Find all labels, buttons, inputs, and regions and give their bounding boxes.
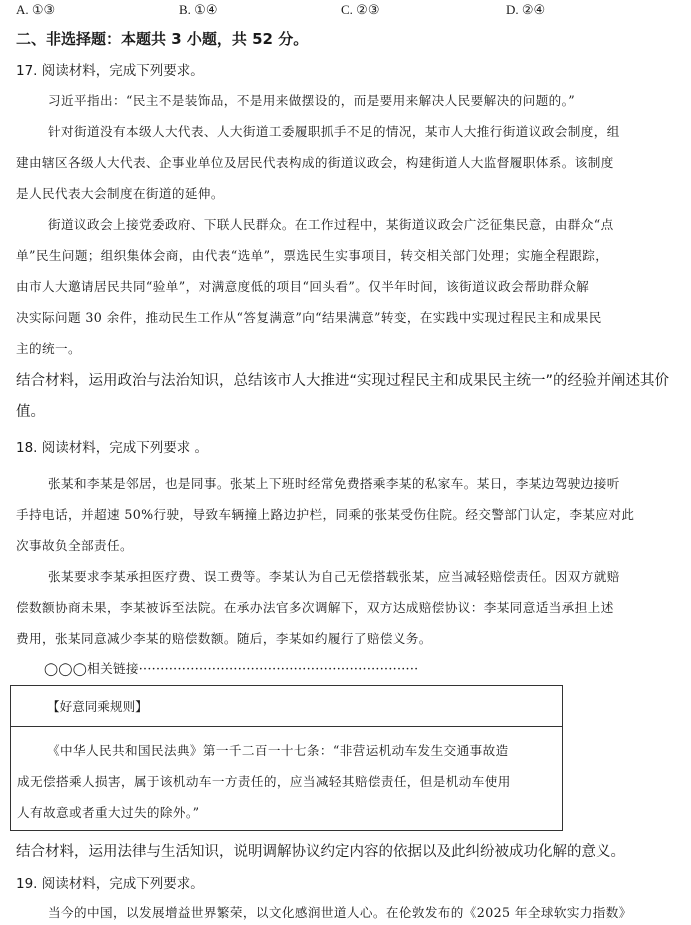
q17-line: 单”民生问题；组织集体会商，由代表“选单”，票选民生实事项目，转交相关部门处理；实施全程跟踪， (16, 248, 609, 263)
q17-line: 由市人大邀请居民共同“验单”，对满意度低的项目“回头看”。仅半年时间，该街道议政会帮助群众解 (16, 279, 590, 294)
q18-line: 张某和李某是邻居，也是同事。张某上下班时经常免费搭乘李某的私家车。某日，李某边驾驶边接听 (48, 476, 620, 491)
q17-line: 针对街道没有本级人大代表、人大街道工委履职抓手不足的情况，某市人大推行街道议政会制度，组 (48, 124, 620, 139)
q17-line: 决实际问题 30 余件，推动民生工作从“答复满意”向“结果满意”转变，在实践中实现过程民主和成果民 (16, 310, 602, 325)
q17-header: 17. 阅读材料，完成下列要求。 (16, 63, 204, 79)
option-c: C. ②③ (341, 2, 380, 17)
option-d: D. ②④ (506, 2, 546, 17)
q18-line: 费用，张某同意减少李某的赔偿数额。随后，李某如约履行了赔偿义务。 (16, 631, 432, 646)
q18-line: 手持电话，并超速 50%行驶，导致车辆撞上路边护栏，同乘的张某受伤住院。经交警部门认定，李某应对此 (16, 507, 635, 522)
rule-box-line: 成无偿搭乘人损害，属于该机动车一方责任的，应当减轻其赔偿责任，但是机动车使用 (17, 774, 511, 789)
q17-line: 主的统一。 (16, 341, 81, 356)
q18-header: 18. 阅读材料，完成下列要求 。 (16, 440, 209, 456)
rule-box-title: 【好意同乘规则】 (47, 699, 148, 714)
q19-line: 当今的中国，以发展增益世界繁荣，以文化感润世道人心。在伦敦发布的《2025 年全球软实力指数》 (48, 905, 632, 920)
q18-task: 结合材料，运用法律与生活知识，说明调解协议约定内容的依据以及此纠纷被成功化解的意义。 (16, 844, 625, 860)
section-heading: 二、非选择题：本题共 3 小题，共 52 分。 (16, 30, 309, 48)
option-b: B. ①④ (179, 2, 218, 17)
rule-box (10, 685, 563, 831)
q19-header: 19. 阅读材料，完成下列要求。 (16, 876, 204, 892)
option-a: A. ①③ (16, 2, 56, 17)
related-link-label: ◯◯◯相关链接································································· (44, 661, 419, 676)
q17-line: 建由辖区各级人大代表、企事业单位及居民代表构成的街道议政会，构建街道人大监督履职体系。该制度 (16, 155, 614, 170)
q18-line: 张某要求李某承担医疗费、误工费等。李某认为自己无偿搭载张某，应当减轻赔偿责任。因双方就赔 (48, 569, 620, 584)
q17-line: 习近平指出：“民主不是装饰品，不是用来做摆设的，而是要用来解决人民要解决的问题的。” (48, 93, 576, 108)
rule-box-line: 人有故意或者重大过失的除外。” (17, 805, 200, 820)
rule-box-divider (11, 726, 562, 727)
q18-line: 次事故负全部责任。 (16, 538, 133, 553)
q18-line: 偿数额协商未果，李某被诉至法院。在承办法官多次调解下，双方达成赔偿协议：李某同意适当承担上述 (16, 600, 614, 615)
q17-task-cont: 值。 (16, 404, 45, 420)
q17-task: 结合材料，运用政治与法治知识，总结该市人大推进“实现过程民主和成果民主统一”的经验并阐述其价 (16, 373, 670, 389)
q17-line: 是人民代表大会制度在街道的延伸。 (16, 186, 224, 201)
q17-line: 街道议政会上接党委政府、下联人民群众。在工作过程中，某街道议政会广泛征集民意，由群众“点 (48, 217, 614, 232)
rule-box-line: 《中华人民共和国民法典》第一千二百一十七条：“非营运机动车发生交通事故造 (47, 743, 509, 758)
